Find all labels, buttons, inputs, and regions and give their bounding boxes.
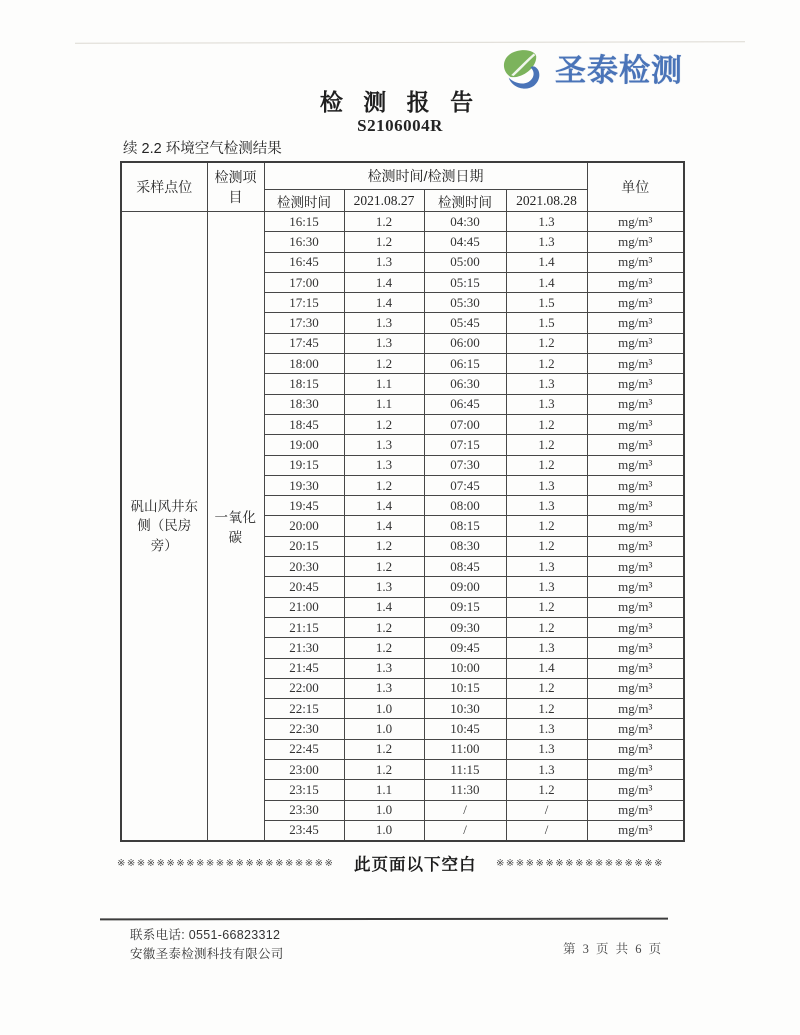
unit-cell: mg/m³ <box>587 678 684 698</box>
value-cell-1: 1.2 <box>344 557 424 577</box>
time-cell-1: 22:45 <box>264 739 344 759</box>
value-cell-2: 1.3 <box>506 212 587 232</box>
time-cell-2: 11:15 <box>424 760 506 780</box>
page-title: 检 测 报 告 <box>319 89 481 115</box>
value-cell-1: 1.3 <box>344 333 424 353</box>
value-cell-2: 1.2 <box>506 333 587 353</box>
time-cell-1: 22:00 <box>264 678 344 698</box>
value-cell-1: 1.3 <box>344 577 424 597</box>
time-cell-2: 05:30 <box>424 293 506 313</box>
value-cell-2: 1.3 <box>506 739 587 759</box>
value-cell-1: 1.0 <box>344 719 424 739</box>
blank-below-note <box>117 852 664 874</box>
time-cell-1: 17:30 <box>264 313 344 333</box>
value-cell-2: 1.3 <box>506 638 587 658</box>
value-cell-2: 1.2 <box>506 780 587 800</box>
time-cell-2: 08:45 <box>424 557 506 577</box>
sampling-point-cell: 矾山风井东侧（民房旁） <box>121 212 207 841</box>
value-cell-2: 1.2 <box>506 455 587 475</box>
unit-cell: mg/m³ <box>587 820 684 840</box>
time-cell-1: 20:30 <box>264 557 344 577</box>
value-cell-2: 1.3 <box>506 394 587 414</box>
test-item-cell: 一氧化碳 <box>207 212 264 841</box>
footer-phone: 联系电话: 0551-66823312 <box>130 928 281 942</box>
time-cell-2: 06:30 <box>424 374 506 394</box>
unit-cell: mg/m³ <box>587 333 684 353</box>
time-cell-2: 05:45 <box>424 313 506 333</box>
value-cell-1: 1.0 <box>344 699 424 719</box>
value-cell-1: 1.1 <box>344 374 424 394</box>
time-cell-2: 04:30 <box>424 212 506 232</box>
unit-cell: mg/m³ <box>587 536 684 556</box>
value-cell-1: 1.3 <box>344 435 424 455</box>
time-cell-1: 19:15 <box>264 455 344 475</box>
time-cell-2: 10:30 <box>424 699 506 719</box>
blank-note-right-marks: ※※※※※※※※※※※※※※※※※ <box>496 857 664 869</box>
unit-cell: mg/m³ <box>587 455 684 475</box>
blank-note-left-marks: ※※※※※※※※※※※※※※※※※※※※※※ <box>117 857 335 869</box>
header-date-2: 2021.08.28 <box>506 190 587 212</box>
footer-company: 安徽圣泰检测科技有限公司 <box>130 947 284 961</box>
time-cell-2: 06:00 <box>424 333 506 353</box>
time-cell-1: 22:15 <box>264 699 344 719</box>
value-cell-2: 1.2 <box>506 354 587 374</box>
unit-cell: mg/m³ <box>587 597 684 617</box>
value-cell-1: 1.2 <box>344 232 424 252</box>
time-cell-1: 21:45 <box>264 658 344 678</box>
air-test-results-table <box>120 161 685 842</box>
time-cell-1: 20:45 <box>264 577 344 597</box>
value-cell-2: 1.2 <box>506 516 587 536</box>
table-body <box>121 212 684 841</box>
report-number: S2106004R <box>357 116 443 135</box>
value-cell-1: 1.4 <box>344 293 424 313</box>
section-label: 续 2.2 环境空气检测结果 <box>123 141 282 157</box>
value-cell-1: 1.0 <box>344 820 424 840</box>
value-cell-1: 1.3 <box>344 313 424 333</box>
time-cell-2: 09:15 <box>424 597 506 617</box>
time-cell-2: 07:30 <box>424 455 506 475</box>
time-cell-2: 07:45 <box>424 475 506 495</box>
time-cell-1: 22:30 <box>264 719 344 739</box>
unit-cell: mg/m³ <box>587 414 684 434</box>
header-time-2: 检测时间 <box>424 190 506 212</box>
value-cell-2: 1.3 <box>506 719 587 739</box>
value-cell-1: 1.4 <box>344 597 424 617</box>
time-cell-1: 17:00 <box>264 272 344 292</box>
table-header-row-1 <box>121 162 684 190</box>
time-cell-1: 23:00 <box>264 760 344 780</box>
unit-cell: mg/m³ <box>587 212 684 232</box>
time-cell-1: 17:15 <box>264 293 344 313</box>
footer-page-number: 第 3 页 共 6 页 <box>563 942 664 956</box>
time-cell-2: 04:45 <box>424 232 506 252</box>
time-cell-1: 21:15 <box>264 617 344 637</box>
time-cell-1: 16:45 <box>264 252 344 272</box>
unit-cell: mg/m³ <box>587 557 684 577</box>
value-cell-1: 1.4 <box>344 516 424 536</box>
value-cell-2: 1.3 <box>506 760 587 780</box>
time-cell-2: 09:30 <box>424 617 506 637</box>
value-cell-1: 1.2 <box>344 739 424 759</box>
header-sampling-point: 采样点位 <box>121 162 207 212</box>
value-cell-2: 1.3 <box>506 232 587 252</box>
scan-artifact-line <box>75 41 745 43</box>
time-cell-2: 08:00 <box>424 496 506 516</box>
unit-cell: mg/m³ <box>587 577 684 597</box>
logo-text: 圣泰检测 <box>555 53 683 88</box>
unit-cell: mg/m³ <box>587 638 684 658</box>
header-test-item: 检测项目 <box>207 162 264 212</box>
time-cell-2: 08:30 <box>424 536 506 556</box>
value-cell-2: 1.3 <box>506 557 587 577</box>
unit-cell: mg/m³ <box>587 617 684 637</box>
time-cell-1: 18:30 <box>264 394 344 414</box>
unit-cell: mg/m³ <box>587 313 684 333</box>
unit-cell: mg/m³ <box>587 394 684 414</box>
value-cell-1: 1.4 <box>344 496 424 516</box>
time-cell-1: 23:45 <box>264 820 344 840</box>
time-cell-1: 18:15 <box>264 374 344 394</box>
time-cell-2: 06:15 <box>424 354 506 374</box>
unit-cell: mg/m³ <box>587 435 684 455</box>
value-cell-1: 1.2 <box>344 475 424 495</box>
time-cell-2: 09:45 <box>424 638 506 658</box>
time-cell-2: 11:00 <box>424 739 506 759</box>
value-cell-2: 1.3 <box>506 577 587 597</box>
blank-note-text: 此页面以下空白 <box>353 856 477 874</box>
value-cell-2: 1.2 <box>506 414 587 434</box>
time-cell-1: 19:30 <box>264 475 344 495</box>
time-cell-2: / <box>424 800 506 820</box>
value-cell-2: / <box>506 800 587 820</box>
value-cell-1: 1.3 <box>344 455 424 475</box>
time-cell-2: 08:15 <box>424 516 506 536</box>
value-cell-1: 1.2 <box>344 638 424 658</box>
unit-cell: mg/m³ <box>587 739 684 759</box>
value-cell-1: 1.3 <box>344 658 424 678</box>
value-cell-2: 1.5 <box>506 313 587 333</box>
unit-cell: mg/m³ <box>587 719 684 739</box>
header-time-date-group: 检测时间/检测日期 <box>264 162 587 190</box>
time-cell-2: 10:15 <box>424 678 506 698</box>
value-cell-2: 1.5 <box>506 293 587 313</box>
unit-cell: mg/m³ <box>587 272 684 292</box>
time-cell-1: 17:45 <box>264 333 344 353</box>
time-cell-2: 05:15 <box>424 272 506 292</box>
value-cell-1: 1.4 <box>344 272 424 292</box>
value-cell-1: 1.3 <box>344 678 424 698</box>
time-cell-2: 07:15 <box>424 435 506 455</box>
value-cell-2: 1.2 <box>506 536 587 556</box>
footer-divider <box>100 918 668 921</box>
value-cell-1: 1.1 <box>344 780 424 800</box>
header-date-1: 2021.08.27 <box>344 190 424 212</box>
time-cell-2: 07:00 <box>424 414 506 434</box>
value-cell-1: 1.2 <box>344 617 424 637</box>
header-unit: 单位 <box>587 162 684 212</box>
time-cell-1: 20:00 <box>264 516 344 536</box>
time-cell-2: 06:45 <box>424 394 506 414</box>
unit-cell: mg/m³ <box>587 354 684 374</box>
time-cell-1: 20:15 <box>264 536 344 556</box>
value-cell-2: 1.4 <box>506 658 587 678</box>
value-cell-1: 1.3 <box>344 252 424 272</box>
time-cell-1: 18:45 <box>264 414 344 434</box>
unit-cell: mg/m³ <box>587 252 684 272</box>
unit-cell: mg/m³ <box>587 800 684 820</box>
value-cell-1: 1.2 <box>344 212 424 232</box>
time-cell-1: 19:00 <box>264 435 344 455</box>
time-cell-1: 18:00 <box>264 354 344 374</box>
value-cell-2: 1.2 <box>506 678 587 698</box>
value-cell-1: 1.2 <box>344 536 424 556</box>
time-cell-2: 10:00 <box>424 658 506 678</box>
value-cell-2: 1.2 <box>506 699 587 719</box>
value-cell-2: 1.2 <box>506 597 587 617</box>
unit-cell: mg/m³ <box>587 760 684 780</box>
time-cell-1: 23:15 <box>264 780 344 800</box>
value-cell-1: 1.2 <box>344 414 424 434</box>
value-cell-2: / <box>506 820 587 840</box>
time-cell-2: 09:00 <box>424 577 506 597</box>
time-cell-1: 21:00 <box>264 597 344 617</box>
unit-cell: mg/m³ <box>587 780 684 800</box>
time-cell-2: 10:45 <box>424 719 506 739</box>
unit-cell: mg/m³ <box>587 699 684 719</box>
value-cell-1: 1.2 <box>344 354 424 374</box>
value-cell-2: 1.3 <box>506 496 587 516</box>
time-cell-1: 23:30 <box>264 800 344 820</box>
value-cell-1: 1.0 <box>344 800 424 820</box>
value-cell-1: 1.2 <box>344 760 424 780</box>
time-cell-2: / <box>424 820 506 840</box>
value-cell-1: 1.1 <box>344 394 424 414</box>
unit-cell: mg/m³ <box>587 293 684 313</box>
value-cell-2: 1.3 <box>506 374 587 394</box>
time-cell-2: 11:30 <box>424 780 506 800</box>
unit-cell: mg/m³ <box>587 374 684 394</box>
time-cell-1: 16:30 <box>264 232 344 252</box>
unit-cell: mg/m³ <box>587 658 684 678</box>
time-cell-1: 16:15 <box>264 212 344 232</box>
time-cell-2: 05:00 <box>424 252 506 272</box>
unit-cell: mg/m³ <box>587 496 684 516</box>
unit-cell: mg/m³ <box>587 516 684 536</box>
header-time-1: 检测时间 <box>264 190 344 212</box>
value-cell-2: 1.4 <box>506 272 587 292</box>
value-cell-2: 1.3 <box>506 475 587 495</box>
unit-cell: mg/m³ <box>587 232 684 252</box>
value-cell-2: 1.4 <box>506 252 587 272</box>
table-row <box>121 212 684 232</box>
time-cell-1: 21:30 <box>264 638 344 658</box>
unit-cell: mg/m³ <box>587 475 684 495</box>
value-cell-2: 1.2 <box>506 617 587 637</box>
time-cell-1: 19:45 <box>264 496 344 516</box>
value-cell-2: 1.2 <box>506 435 587 455</box>
